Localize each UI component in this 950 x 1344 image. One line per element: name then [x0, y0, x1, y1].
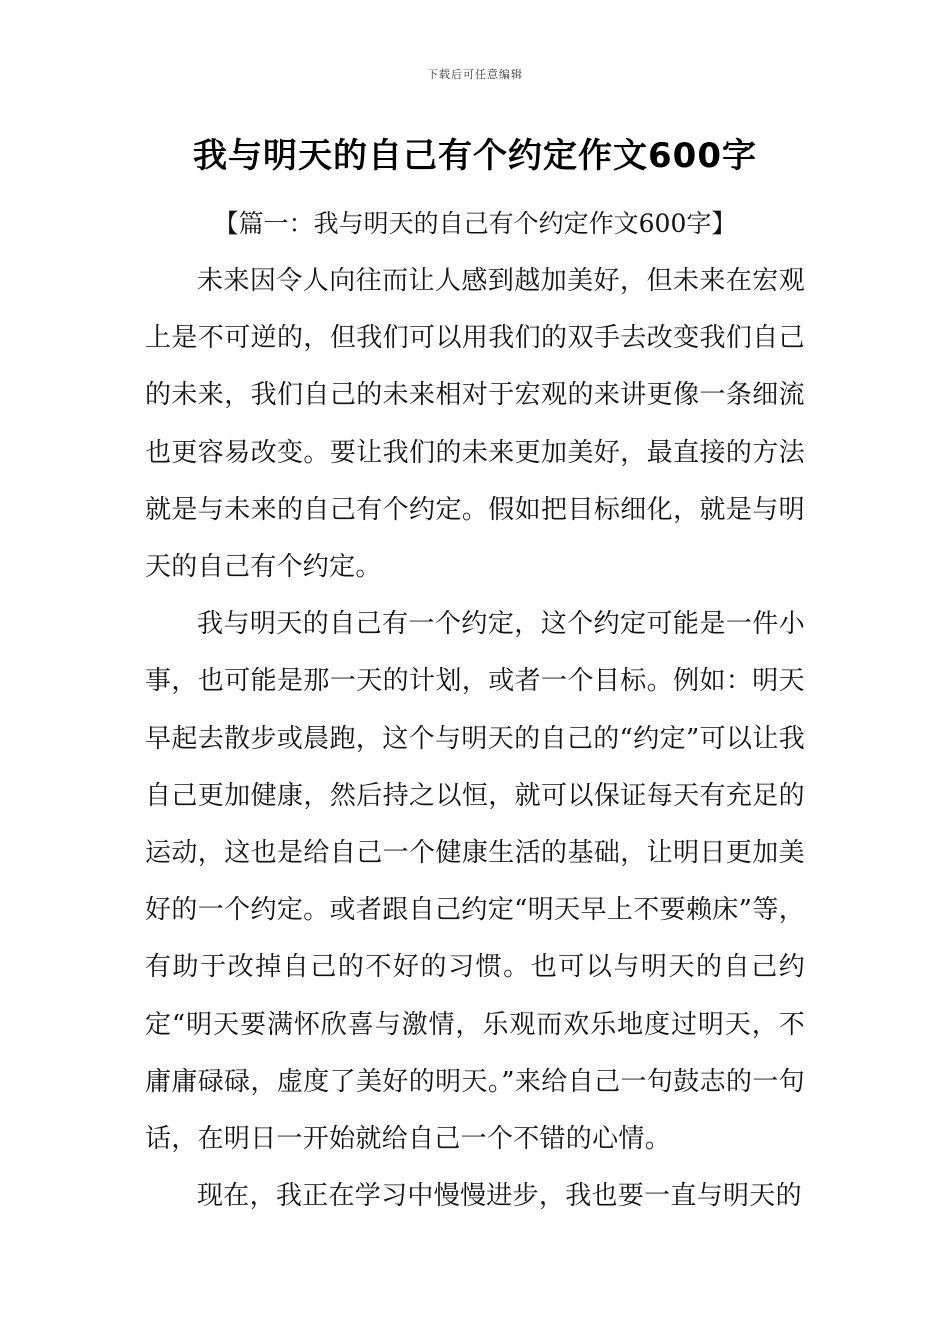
paragraph-2: 我与明天的自己有一个约定，这个约定可能是一件小事，也可能是那一天的计划，或者一个目标。例如：明天早起去散步或晨跑，这个与明天的自己的“约定”可以让我自己更加健康，然后持之以恒，就可以保证每天有充足的运动，这也是给自己一个健康生活的基础，让明日更加美好的一个约定。或者跟自己约定“明天早上不要赖床”等，有助于改掉自己的不好的习惯。也可以与明天的自己约定“明天要满怀欣喜与激情，乐观而欢乐地度过明天，不庸庸碌碌，虚度了美好的明天。”来给自己一句鼓志的一句话，在明日一开始就给自己一个不错的心情。 [145, 609, 805, 1155]
paragraph-1: 未来因令人向往而让人感到越加美好，但未来在宏观上是不可逆的，但我们可以用我们的双手去改变我们自己的未来，我们自己的未来相对于宏观的来讲更像一条细流也更容易改变。要让我们的未来更加美好，最直接的方法就是与未来的自己有个约定。假如把目标细化，就是与明天的自己有个约定。 [145, 266, 805, 583]
header-note: 下载后可任意编辑 [427, 68, 523, 81]
section-heading: 【篇一：我与明天的自己有个约定作文600字】 [213, 209, 737, 238]
paragraph-3: 现在，我正在学习中慢慢进步，我也要一直与明天的 [197, 1181, 802, 1212]
page-title: 我与明天的自己有个约定作文600字 [193, 136, 757, 176]
article-body [145, 253, 805, 1225]
